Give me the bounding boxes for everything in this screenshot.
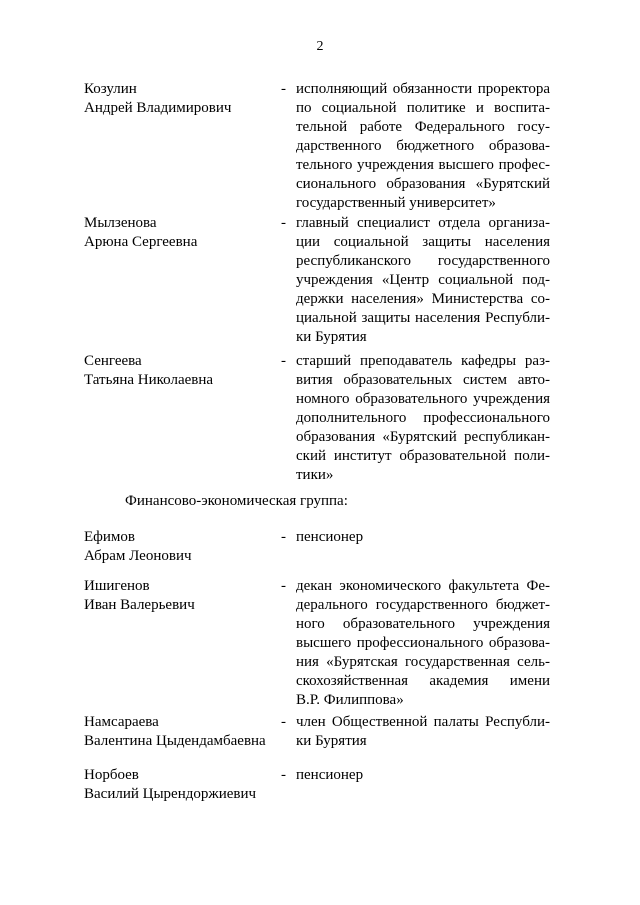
member-position — [296, 214, 550, 347]
position-line: держки населения» Министерства со- — [296, 291, 550, 307]
member-position — [296, 528, 550, 547]
position-line: ки Бурятия — [296, 733, 367, 749]
separator-dash: - — [281, 215, 286, 231]
member-surname: Норбоев — [84, 767, 139, 783]
position-line: ции социальной защиты населения — [296, 234, 550, 250]
member-position — [296, 352, 550, 485]
separator-dash: - — [281, 81, 286, 97]
member-surname: Намсараева — [84, 714, 159, 730]
member-position — [296, 577, 550, 710]
member-name — [84, 80, 279, 118]
section-title-financial-group: Финансово-экономическая группа: — [125, 493, 348, 509]
position-line: сионального образования «Бурятский — [296, 176, 550, 192]
position-line: скохозяйственная академия имени — [296, 673, 550, 689]
position-line: вития образовательных систем авто- — [296, 372, 550, 388]
member-surname: Козулин — [84, 81, 137, 97]
position-line: дополнительного профессионального — [296, 410, 550, 426]
position-line: старший преподаватель кафедры раз- — [296, 353, 550, 369]
member-given-names: Татьяна Николаевна — [84, 372, 214, 388]
member-given-names: Абрам Леонович — [84, 548, 192, 564]
separator-dash: - — [281, 353, 286, 369]
position-line: ного образовательного учреждения — [296, 616, 550, 632]
position-line: учреждения «Центр социальной под- — [296, 272, 550, 288]
member-name — [84, 713, 279, 751]
position-line: циальной защиты населения Республи- — [296, 310, 550, 326]
member-position — [296, 80, 550, 213]
member-given-names: Андрей Владимирович — [84, 100, 232, 116]
position-line: тельного учреждения высшего профес- — [296, 157, 550, 173]
separator-dash: - — [281, 767, 286, 783]
separator-dash: - — [281, 714, 286, 730]
position-line: по социальной политике и воспита- — [296, 100, 550, 116]
member-position — [296, 766, 550, 785]
member-position — [296, 713, 550, 751]
member-surname: Ефимов — [84, 529, 135, 545]
member-given-names: Валентина Цыдендамбаевна — [84, 733, 266, 749]
separator-dash: - — [281, 529, 286, 545]
position-line: ки Бурятия — [296, 329, 367, 345]
position-line: ния «Бурятская государственная сель- — [296, 654, 550, 670]
member-given-names: Арюна Сергеевна — [84, 234, 198, 250]
member-given-names: Василий Цырендоржиевич — [84, 786, 257, 802]
member-name — [84, 214, 279, 252]
position-line: дарственного бюджетного образова- — [296, 138, 550, 154]
position-line: главный специалист отдела организа- — [296, 215, 550, 231]
position-line: член Общественной палаты Республи- — [296, 714, 550, 730]
position-line: республиканского государственного — [296, 253, 550, 269]
position-line: декан экономического факультета Фе- — [296, 578, 550, 594]
position-line: тики» — [296, 467, 334, 483]
separator-dash: - — [281, 578, 286, 594]
position-line: государственный университет» — [296, 195, 496, 211]
member-surname: Сенгеева — [84, 353, 142, 369]
member-surname: Мылзенова — [84, 215, 157, 231]
position-line: тельной работе Федерального госу- — [296, 119, 550, 135]
position-line: образования «Бурятский республикан- — [296, 429, 550, 445]
member-given-names: Иван Валерьевич — [84, 597, 195, 613]
position-line: пенсионер — [296, 767, 364, 783]
member-name — [84, 352, 279, 390]
member-surname: Ишигенов — [84, 578, 150, 594]
position-line: пенсионер — [296, 529, 364, 545]
member-name — [84, 528, 279, 566]
member-name — [84, 577, 279, 615]
position-line: номного образовательного учреждения — [296, 391, 550, 407]
member-name — [84, 766, 279, 804]
position-line: ский институт образовательной поли- — [296, 448, 550, 464]
position-line: дерального государственного бюджет- — [296, 597, 550, 613]
position-line: исполняющий обязанности проректора — [296, 81, 550, 97]
position-line: высшего профессионального образова- — [296, 635, 550, 651]
position-line: В.Р. Филиппова» — [296, 692, 404, 708]
page-number: 2 — [316, 39, 324, 54]
